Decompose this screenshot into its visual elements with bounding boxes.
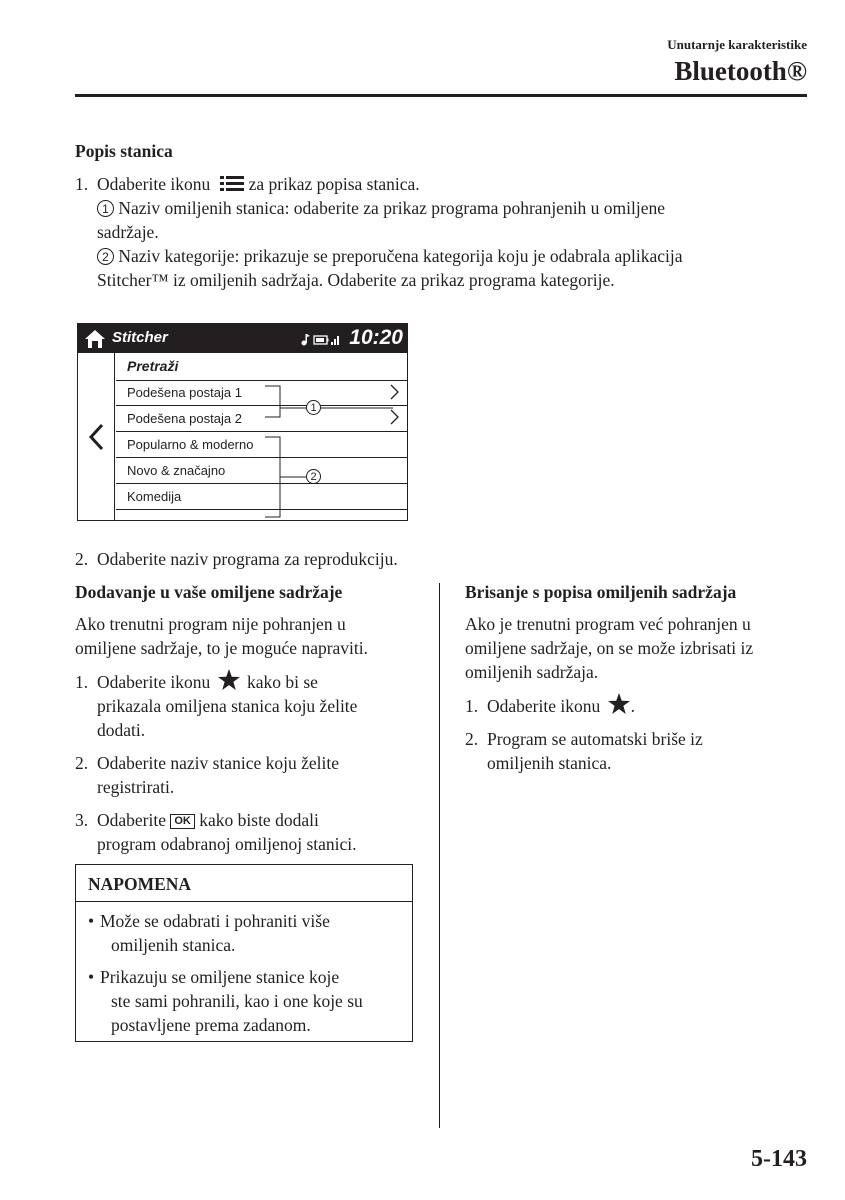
note-text: ste sami pohranili, kao i one koje su [111,991,363,1011]
step-number: 2. [75,549,89,569]
step-text: kako biste dodali [199,810,319,830]
step-number: 3. [75,810,89,830]
callout-number: 1 [97,200,114,217]
screen-clock: 10:20 [349,326,403,349]
step-text: za prikaz popisa stanica. [248,174,420,194]
paragraph-line: omiljene sadržaje, to je moguće napraviti. [75,638,369,658]
step-number: 2. [75,753,89,773]
step-number: 1. [465,696,479,716]
callout-text: Naziv omiljenih stanica: odaberite za prikaz programa pohranjenih u omiljene [118,198,666,218]
page-title: Bluetooth® [674,56,807,86]
callout-number: 2 [306,469,321,484]
add-favorites-heading: Dodavanje u vaše omiljene sadržaje [75,582,343,602]
bullet: • [88,911,95,931]
title-divider [75,94,807,97]
note-box [75,864,413,1042]
step-text: Odaberite ikonu [97,672,211,692]
popis-steps [75,172,815,292]
paragraph-line: Ako je trenutni program već pohranjen u [465,614,751,634]
note-text: postavljene prema zadanom. [111,1015,311,1035]
remove-favorites-body [465,612,815,775]
screen-title: Stitcher [112,329,168,346]
ok-button-icon: OK [170,814,195,829]
callout-number: 1 [306,400,321,415]
remove-favorites-heading: Brisanje s popisa omiljenih sadržaja [465,582,737,602]
step-text: Odaberite ikonu [97,174,211,194]
stitcher-screen [77,323,408,521]
column-divider [439,583,440,1128]
list-item-label: Popularno & moderno [127,437,254,452]
step-number: 1. [75,174,89,194]
step-text: registrirati. [97,777,175,797]
list-item-label: Podešena postaja 1 [127,385,242,400]
callout-text: Naziv kategorije: prikazuje se preporučena kategorija koju je odabrala aplikacija [118,246,683,266]
star-icon [608,693,630,714]
callout-number: 2 [97,248,114,265]
star-icon [218,669,240,690]
step-text: prikazala omiljena stanica koju želite [97,696,358,716]
callout-brackets [78,324,409,522]
step-text: dodati. [97,720,146,740]
note-body [78,909,408,1037]
step-text: program odabranoj omiljenoj stanici. [97,834,357,854]
list-icon [219,175,245,191]
step-text: Odaberite ikonu [487,696,601,716]
note-heading: NAPOMENA [88,874,192,894]
page-number: 5-143 [751,1146,807,1172]
step-text: Program se automatski briše iz [487,729,703,749]
step-text: . [630,696,635,716]
callout-text: sadržaje. [97,222,159,242]
note-header [76,865,412,902]
paragraph-line: Ako trenutni program nije pohranjen u [75,614,346,634]
add-favorites-body [75,612,425,856]
step-text: Odaberite naziv programa za reprodukciju. [97,549,398,569]
step-number: 2. [465,729,479,749]
note-text: Može se odabrati i pohraniti više [100,911,330,931]
note-text: Prikazuju se omiljene stanice koje [100,967,340,987]
callout-text: Stitcher™ iz omiljenih sadržaja. Odaberite za prikaz programa kategorije. [97,270,615,290]
step-number: 1. [75,672,89,692]
search-label: Pretraži [127,358,179,374]
step-text: kako bi se [246,672,318,692]
paragraph-line: omiljene sadržaje, on se može izbrisati iz [465,638,754,658]
list-item-label: Komedija [127,489,182,504]
step-text: omiljenih stanica. [487,753,612,773]
step-text: Odaberite naziv stanice koju želite [97,753,339,773]
popis-heading: Popis stanica [75,141,173,161]
step-2 [75,547,398,571]
note-text: omiljenih stanica. [111,935,236,955]
section-label: Unutarnje karakteristike [667,37,807,52]
list-item-label: Podešena postaja 2 [127,411,242,426]
bullet: • [88,967,95,987]
paragraph-line: omiljenih sadržaja. [465,662,599,682]
list-item-label: Novo & značajno [127,463,226,478]
step-text: Odaberite [97,810,166,830]
